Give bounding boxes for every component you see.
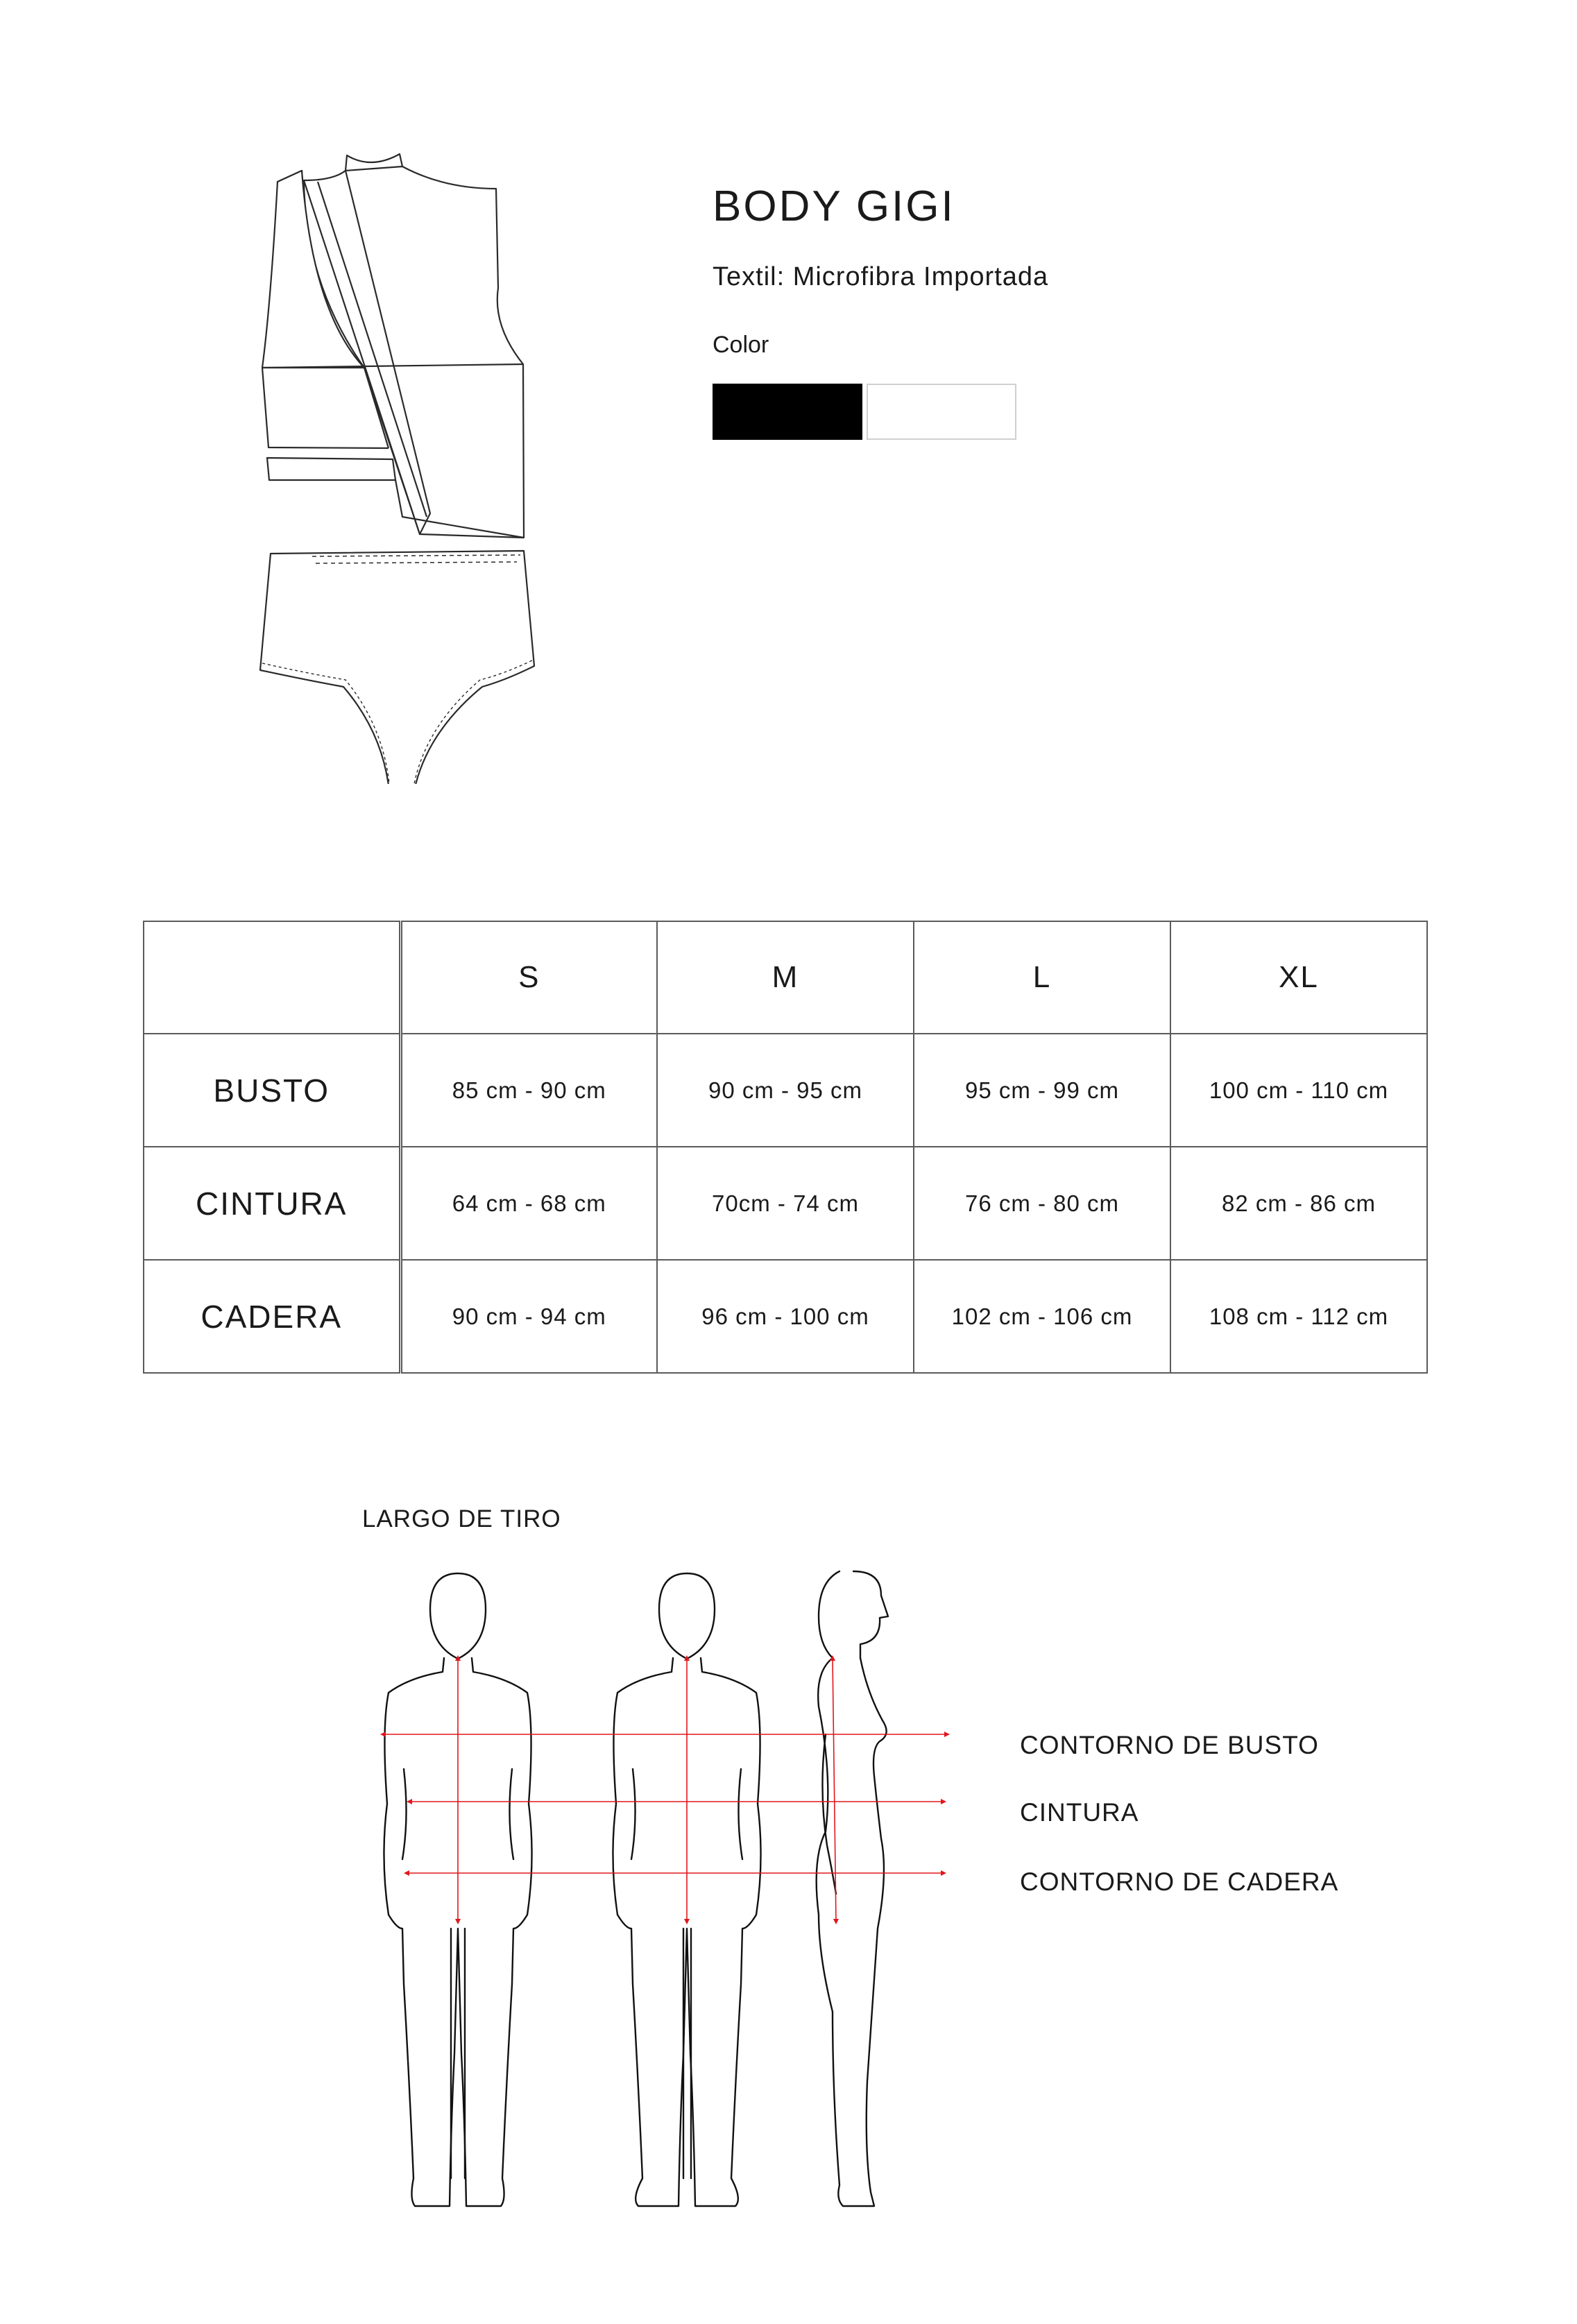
table-cell: 102 cm - 106 cm [914,1260,1170,1373]
size-header-xl: XL [1170,921,1427,1034]
table-row-busto [144,1034,1427,1147]
table-row-cadera [144,1260,1427,1373]
size-header-s: S [400,921,657,1034]
table-corner-cell [144,921,400,1034]
measurement-arrows-icon [383,1658,947,1922]
table-cell: 95 cm - 99 cm [914,1034,1170,1147]
side-view-figure-icon [817,1571,888,2206]
row-label-busto: BUSTO [144,1034,400,1147]
size-header-l: L [914,921,1170,1034]
table-cell: 70cm - 74 cm [657,1147,914,1260]
table-cell: 108 cm - 112 cm [1170,1260,1427,1373]
table-cell: 96 cm - 100 cm [657,1260,914,1373]
table-row-cintura [144,1147,1427,1260]
contorno-busto-label: CONTORNO DE BUSTO [1020,1731,1319,1759]
body-measurement-figures-icon [361,1568,985,2234]
size-header-m: M [657,921,914,1034]
color-label: Color [713,332,769,358]
contorno-cadera-label: CONTORNO DE CADERA [1020,1868,1339,1896]
cintura-label: CINTURA [1020,1798,1139,1827]
table-cell: 82 cm - 86 cm [1170,1147,1427,1260]
textile-info: Textil: Microfibra Importada [713,262,1049,291]
table-cell: 90 cm - 94 cm [400,1260,657,1373]
row-label-cintura: CINTURA [144,1147,400,1260]
size-header-row [144,921,1427,1034]
largo-de-tiro-label: LARGO DE TIRO [362,1505,561,1532]
product-title: BODY GIGI [713,182,955,230]
bodysuit-sketch-icon [229,139,617,784]
table-cell: 64 cm - 68 cm [400,1147,657,1260]
size-chart-table [143,921,1428,1374]
table-cell: 90 cm - 95 cm [657,1034,914,1147]
color-swatch-white[interactable] [867,384,1016,440]
table-cell: 85 cm - 90 cm [400,1034,657,1147]
table-cell: 100 cm - 110 cm [1170,1034,1427,1147]
color-swatch-black[interactable] [713,384,862,440]
row-label-cadera: CADERA [144,1260,400,1373]
table-cell: 76 cm - 80 cm [914,1147,1170,1260]
